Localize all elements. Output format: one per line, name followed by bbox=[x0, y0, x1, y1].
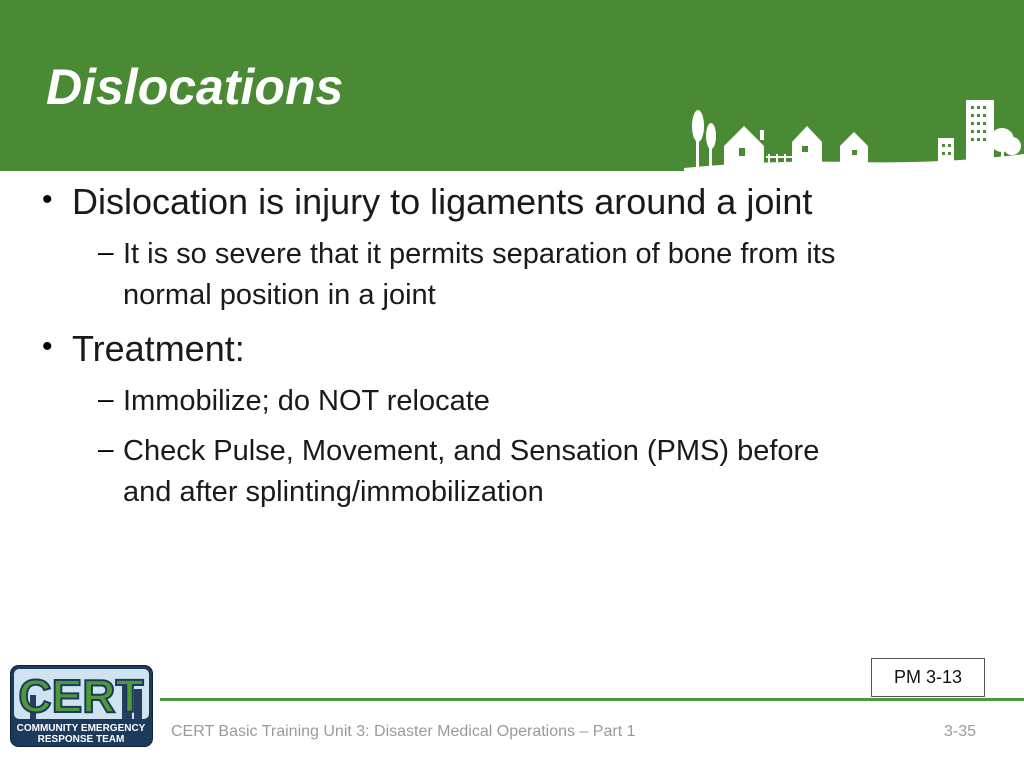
sub-bullet-marker: – bbox=[98, 236, 114, 267]
footer-course-title: CERT Basic Training Unit 3: Disaster Medical Operations – Part 1 bbox=[171, 723, 636, 740]
slide-title: Dislocations bbox=[46, 59, 344, 115]
participant-manual-reference: PM 3-13 bbox=[871, 658, 985, 697]
skyline-illustration bbox=[684, 96, 1024, 171]
cert-logo bbox=[10, 665, 153, 747]
logo-line-2: RESPONSE TEAM bbox=[37, 734, 125, 745]
sub-bullet-pms-line-1: Check Pulse, Movement, and Sensation (PMS) before bbox=[123, 435, 820, 467]
footer-divider bbox=[160, 698, 1024, 701]
bullet-treatment: Treatment: bbox=[72, 328, 245, 369]
sub-bullet-immobilize: Immobilize; do NOT relocate bbox=[123, 385, 490, 417]
sub-bullet-severity-line-1: It is so severe that it permits separation of bone from its bbox=[123, 238, 836, 270]
bullet-dislocation-definition: Dislocation is injury to ligaments around a joint bbox=[72, 181, 813, 222]
sub-bullet-marker: – bbox=[98, 433, 114, 464]
bullet-marker: • bbox=[42, 330, 53, 363]
sub-bullet-severity-line-2: normal position in a joint bbox=[123, 279, 436, 311]
logo-letters: CERT bbox=[18, 670, 144, 722]
sub-bullet-pms-line-2: and after splinting/immobilization bbox=[123, 476, 544, 508]
sub-bullet-marker: – bbox=[98, 383, 114, 414]
bullet-marker: • bbox=[42, 183, 53, 216]
logo-line-1: COMMUNITY EMERGENCY bbox=[16, 723, 146, 734]
slide-number: 3-35 bbox=[944, 723, 977, 740]
title-banner bbox=[0, 0, 1024, 171]
